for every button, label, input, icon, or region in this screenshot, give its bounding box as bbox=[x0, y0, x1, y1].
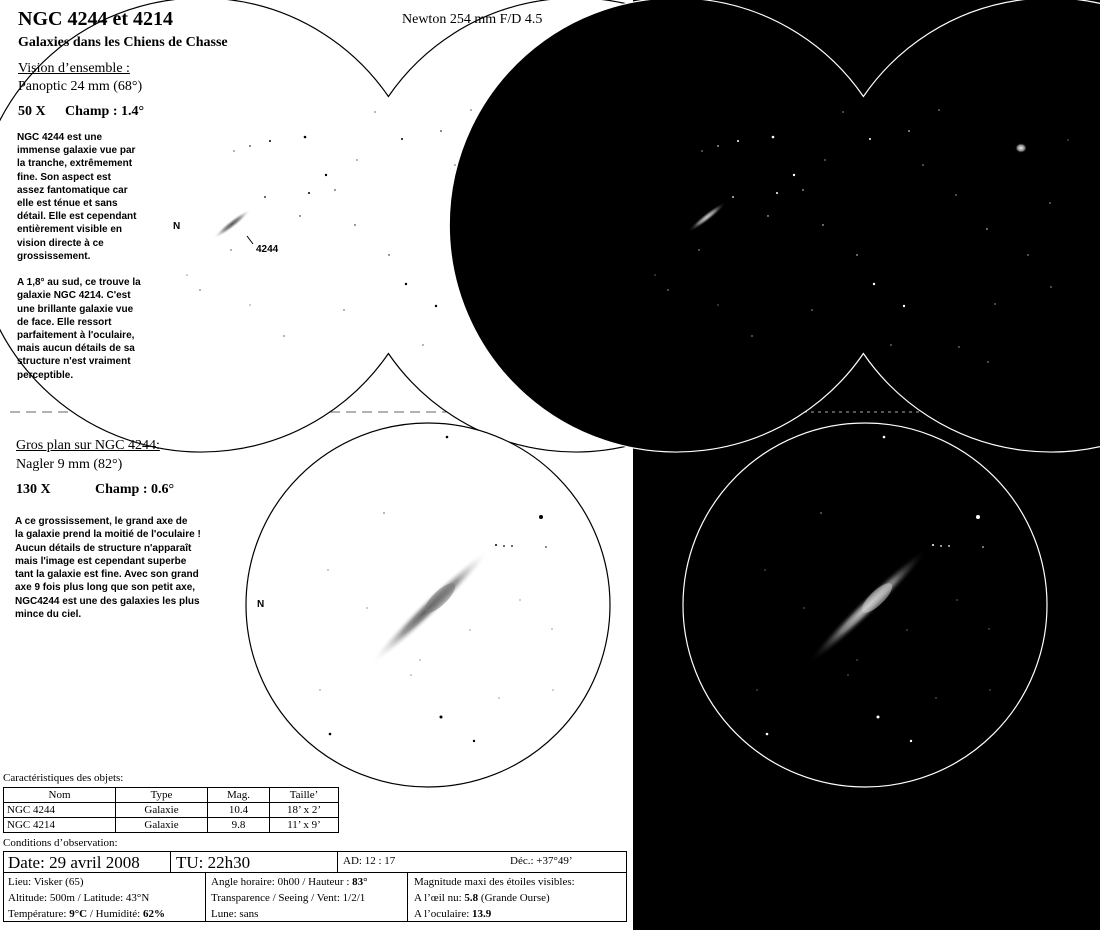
star bbox=[717, 145, 719, 147]
overview-magnification: 50 X bbox=[18, 104, 46, 119]
conditions-heading: Conditions d’observation: bbox=[3, 837, 118, 849]
transparency-seeing: Transparence / Seeing / Vent: 1/2/1 bbox=[211, 892, 366, 904]
temperature-label: Température: bbox=[8, 908, 70, 920]
star bbox=[667, 289, 668, 290]
star bbox=[1068, 140, 1069, 141]
star bbox=[367, 608, 368, 609]
limit-magnitude-box bbox=[407, 872, 627, 922]
description-line bbox=[17, 263, 167, 276]
hour-angle bbox=[211, 874, 368, 890]
star bbox=[989, 629, 990, 630]
table-row bbox=[4, 818, 339, 833]
star bbox=[757, 690, 758, 691]
star bbox=[820, 512, 821, 513]
star bbox=[187, 275, 188, 276]
cell-name: NGC 4214 bbox=[4, 818, 116, 833]
star bbox=[737, 140, 739, 142]
description-line: axe 9 fois plus long que son petit axe, bbox=[15, 582, 196, 594]
star bbox=[249, 145, 251, 147]
star bbox=[842, 111, 843, 112]
star bbox=[732, 196, 734, 198]
star bbox=[955, 194, 956, 195]
star bbox=[454, 164, 455, 165]
naked-eye-note: (Grande Ourse) bbox=[478, 892, 550, 904]
right-ascension: AD: 12 : 17 bbox=[343, 855, 396, 867]
description-line: la galaxie prend la moitié de l'oculaire ! bbox=[15, 529, 201, 541]
star bbox=[932, 544, 934, 546]
star bbox=[890, 344, 891, 345]
star bbox=[948, 545, 950, 547]
objects-table bbox=[3, 787, 339, 833]
description-line: la tranche, extrêmement bbox=[17, 158, 133, 170]
star bbox=[446, 436, 449, 439]
temperature-humidity bbox=[8, 906, 165, 922]
cell-name: NGC 4244 bbox=[4, 803, 116, 818]
description-line: mais l'image est cependant superbe bbox=[15, 555, 187, 567]
star bbox=[383, 512, 384, 513]
table-row bbox=[4, 803, 339, 818]
star bbox=[539, 515, 543, 519]
description-line: entièrement visible en bbox=[17, 224, 123, 236]
column-header: Type bbox=[116, 788, 208, 803]
star bbox=[957, 600, 958, 601]
star bbox=[1049, 202, 1050, 203]
description-line: vision directe à ce bbox=[17, 237, 104, 249]
star bbox=[470, 109, 471, 110]
column-header: Nom bbox=[4, 788, 116, 803]
star bbox=[848, 675, 849, 676]
overview-description bbox=[17, 131, 167, 382]
coords-box bbox=[337, 851, 627, 873]
description-line: immense galaxie vue par bbox=[17, 145, 136, 157]
cell-mag: 10.4 bbox=[208, 803, 270, 818]
star bbox=[388, 254, 389, 255]
star bbox=[701, 150, 702, 151]
observation-date: Date: 29 avril 2008 bbox=[8, 853, 140, 872]
star bbox=[857, 660, 858, 661]
star bbox=[405, 283, 407, 285]
star bbox=[776, 192, 778, 194]
closeup-eyepiece: Nagler 9 mm (82°) bbox=[16, 457, 123, 472]
star bbox=[233, 150, 234, 151]
description-line: galaxie NGC 4214. C'est bbox=[17, 290, 131, 302]
star bbox=[269, 140, 271, 142]
description-line: mince du ciel. bbox=[15, 609, 82, 621]
star bbox=[873, 283, 875, 285]
star bbox=[938, 109, 939, 110]
star bbox=[772, 136, 775, 139]
star bbox=[320, 690, 321, 691]
page-title: NGC 4244 et 4214 bbox=[18, 8, 173, 30]
star bbox=[982, 546, 984, 548]
galaxy-label-4214: 4214 bbox=[501, 128, 524, 139]
observation-time: TU: 22h30 bbox=[176, 853, 251, 872]
column-header: Mag. bbox=[208, 788, 270, 803]
star bbox=[199, 289, 200, 290]
star bbox=[910, 740, 912, 742]
description-line: A 1,8° au sud, ce trouve la bbox=[17, 277, 141, 289]
closeup-heading: Gros plan sur NGC 4244: bbox=[16, 438, 160, 453]
star bbox=[552, 629, 553, 630]
star bbox=[766, 733, 769, 736]
galaxy-label-4244: 4244 bbox=[256, 244, 279, 255]
cell-size: 18’ x 2’ bbox=[270, 803, 339, 818]
star bbox=[698, 249, 699, 250]
site-location: Lieu: Visker (65) bbox=[8, 876, 84, 888]
moon-info: Lune: sans bbox=[211, 908, 259, 920]
description-line: détail. Elle est cependant bbox=[17, 211, 137, 223]
description-line: grossissement. bbox=[17, 250, 91, 262]
description-line: perceptible. bbox=[17, 369, 74, 381]
cell-type: Galaxie bbox=[116, 818, 208, 833]
star bbox=[958, 346, 959, 347]
star bbox=[308, 192, 310, 194]
star bbox=[299, 215, 300, 216]
star bbox=[877, 716, 880, 719]
closeup-magnification: 130 X bbox=[16, 482, 51, 497]
star bbox=[718, 305, 719, 306]
star bbox=[856, 254, 857, 255]
star bbox=[994, 303, 995, 304]
star bbox=[940, 545, 942, 547]
description-line: assez fantomatique car bbox=[17, 184, 128, 196]
page-subtitle: Galaxies dans les Chiens de Chasse bbox=[18, 35, 228, 50]
description-line: tant la galaxie est fine. Avec son grand bbox=[15, 569, 199, 581]
star bbox=[343, 309, 344, 310]
star bbox=[907, 630, 908, 631]
star bbox=[883, 436, 886, 439]
star bbox=[374, 111, 375, 112]
star bbox=[767, 215, 768, 216]
star bbox=[976, 515, 980, 519]
cell-type: Galaxie bbox=[116, 803, 208, 818]
telescope-info: Newton 254 mm F/D 4.5 bbox=[402, 12, 543, 27]
star bbox=[440, 130, 442, 132]
sky-box bbox=[205, 872, 408, 922]
star bbox=[264, 196, 266, 198]
description-line: A ce grossissement, le grand axe de bbox=[15, 516, 188, 527]
star bbox=[986, 228, 987, 229]
closeup-field: Champ : 0.6° bbox=[95, 482, 175, 497]
declination: Déc.: +37°49’ bbox=[510, 855, 573, 867]
description-line: structure n'est vraiment bbox=[17, 356, 131, 368]
temperature-value: 9°C bbox=[69, 908, 88, 920]
star bbox=[520, 600, 521, 601]
description-line: une brillante galaxie vue bbox=[17, 303, 134, 315]
overview-field-dark bbox=[449, 0, 1100, 452]
ocular-value: 13.9 bbox=[472, 908, 492, 920]
star bbox=[411, 675, 412, 676]
star bbox=[903, 305, 905, 307]
star bbox=[304, 136, 307, 139]
column-header: Taille’ bbox=[270, 788, 339, 803]
north-label-closeup: N bbox=[257, 599, 265, 610]
site-altitude: Altitude: 500m / Latitude: 43°N bbox=[8, 892, 150, 904]
height-value: 83° bbox=[352, 876, 368, 888]
star bbox=[356, 159, 357, 160]
naked-eye-limit bbox=[414, 890, 550, 906]
ocular-label: A l’oculaire: bbox=[414, 908, 473, 920]
star bbox=[499, 698, 500, 699]
ocular-limit bbox=[414, 906, 491, 922]
site-box bbox=[3, 872, 206, 922]
limit-magnitude-title: Magnitude maxi des étoiles visibles: bbox=[414, 876, 575, 888]
star bbox=[793, 174, 795, 176]
star bbox=[1050, 286, 1051, 287]
star bbox=[822, 224, 823, 225]
closeup-field-light bbox=[246, 423, 610, 787]
description-line: NGC 4244 est une bbox=[17, 132, 103, 143]
star bbox=[869, 138, 871, 140]
objects-heading: Caractéristiques des objets: bbox=[3, 772, 124, 784]
star bbox=[990, 690, 991, 691]
description-line: parfaitement à l'oculaire, bbox=[17, 330, 135, 342]
star bbox=[553, 690, 554, 691]
star bbox=[420, 660, 421, 661]
star bbox=[329, 733, 332, 736]
description-line: mais aucun détails de sa bbox=[17, 343, 135, 355]
star bbox=[936, 698, 937, 699]
overview-field: Champ : 1.4° bbox=[65, 104, 145, 119]
humidity-label: / Humidité: bbox=[87, 908, 143, 920]
star bbox=[422, 344, 423, 345]
cell-size: 11’ x 9’ bbox=[270, 818, 339, 833]
star bbox=[325, 174, 327, 176]
star bbox=[334, 189, 335, 190]
north-label: N bbox=[173, 221, 181, 232]
hour-angle-label: Angle horaire: 0h00 / Hauteur : bbox=[211, 876, 353, 888]
star bbox=[495, 544, 497, 546]
date-box bbox=[3, 851, 171, 873]
star bbox=[802, 189, 803, 190]
star bbox=[987, 361, 988, 362]
star bbox=[824, 159, 825, 160]
description-line: de face. Elle ressort bbox=[17, 316, 112, 328]
star bbox=[655, 275, 656, 276]
star bbox=[470, 630, 471, 631]
star bbox=[908, 130, 910, 132]
star bbox=[503, 545, 505, 547]
star bbox=[922, 164, 923, 165]
description-line: fine. Son aspect est bbox=[17, 171, 111, 183]
naked-eye-value: 5.8 bbox=[464, 892, 479, 904]
star bbox=[804, 608, 805, 609]
star bbox=[250, 305, 251, 306]
humidity-value: 62% bbox=[143, 908, 165, 920]
star bbox=[230, 249, 231, 250]
star bbox=[545, 546, 547, 548]
description-line: Aucun détails de structure n'apparaît bbox=[15, 542, 192, 554]
star bbox=[751, 335, 752, 336]
star bbox=[328, 570, 329, 571]
naked-eye-label: A l’œil nu: bbox=[414, 892, 465, 904]
description-line: elle est ténue et sans bbox=[17, 198, 118, 210]
star bbox=[401, 138, 403, 140]
description-line: NGC4244 est une des galaxies les plus bbox=[15, 595, 200, 607]
tu-box bbox=[170, 851, 338, 873]
closeup-description bbox=[15, 515, 247, 621]
star bbox=[1027, 254, 1028, 255]
galaxy-ngc4214-negative bbox=[1015, 143, 1027, 153]
star bbox=[283, 335, 284, 336]
star bbox=[440, 716, 443, 719]
star bbox=[511, 545, 513, 547]
star bbox=[473, 740, 475, 742]
overview-eyepiece: Panoptic 24 mm (68°) bbox=[18, 79, 143, 94]
star bbox=[765, 570, 766, 571]
cell-mag: 9.8 bbox=[208, 818, 270, 833]
star bbox=[811, 309, 812, 310]
closeup-field-dark bbox=[683, 423, 1047, 787]
table-header-row bbox=[4, 788, 339, 803]
overview-heading: Vision d’ensemble : bbox=[18, 61, 130, 76]
star bbox=[354, 224, 355, 225]
star bbox=[435, 305, 437, 307]
